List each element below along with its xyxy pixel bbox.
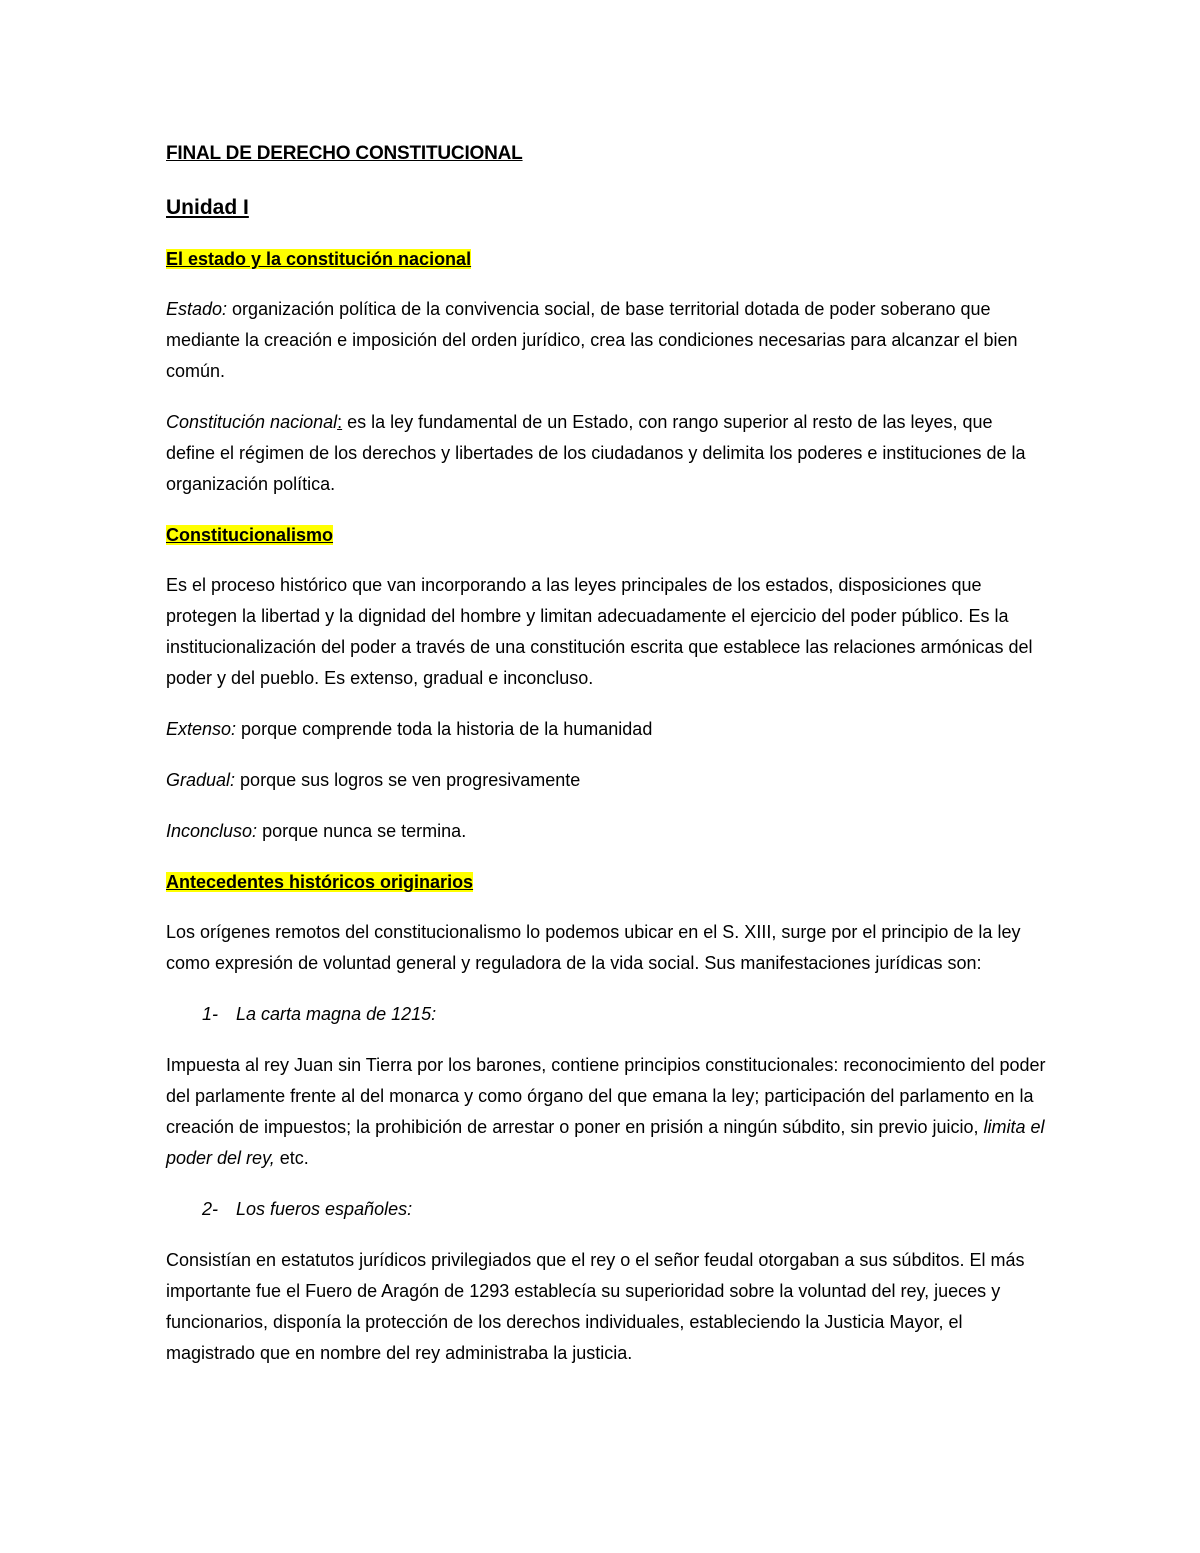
document-page: [166, 138, 1046, 1389]
definition-gradual: porque sus logros se ven progresivamente: [235, 770, 581, 790]
section-heading-estado-text: El estado y la constitución nacional: [166, 249, 472, 269]
section-heading-constitucionalismo: [166, 520, 1046, 551]
section-heading-estado: [166, 244, 1046, 275]
list-number-2: 2-: [202, 1199, 219, 1219]
paragraph-constitucionalismo: Es el proceso histórico que van incorporando a las leyes principales de los estados, disposiciones que protegen la libertad y la dignidad del hombre y limitan adecuadamente el ejercicio del poder público. Es la institucionalización del poder a través de una constitución escrita que establece las relaciones armónicas del poder y del pueblo. Es extenso, gradual e inconcluso.: [166, 575, 1033, 688]
carta-text-a: Impuesta al rey Juan sin Tierra por los barones, contiene principios constitucionales: reconocimiento del poder del parlamente frente al del monarca y como órgano del que emana la ley; participación del parlamento en la creación de impuestos; la prohibición de arrestar o poner en prisión a ningún súbdito, sin previo juicio,: [166, 1055, 1046, 1137]
section-heading-antecedentes: [166, 867, 1046, 898]
paragraph-inconcluso: [166, 816, 1046, 847]
term-inconcluso: Inconcluso:: [166, 821, 258, 841]
term-constitucion: Constitución nacional: [166, 412, 338, 432]
definition-constitucion: es la ley fundamental de un Estado, con rango superior al resto de las leyes, que define el régimen de los derechos y libertades de los ciudadanos y delimita los poderes e instituciones de la organización política.: [166, 412, 1026, 494]
list-number-1: 1-: [202, 1004, 219, 1024]
term-constitucion-colon: :: [337, 412, 343, 432]
paragraph-carta-magna: [166, 1050, 1046, 1174]
paragraph-antecedentes: Los orígenes remotos del constitucionalismo lo podemos ubicar en el S. XIII, surge por el principio de la ley como expresión de voluntad general y reguladora de la vida social. Sus manifestaciones jurídicas son:: [166, 922, 1021, 973]
unit-heading: Unidad I: [166, 196, 249, 219]
list-item-fueros: [166, 1194, 1046, 1225]
carta-text-italic: limita el poder del rey,: [166, 1117, 1045, 1168]
list-label-carta-magna: La carta magna de 1215:: [236, 1004, 437, 1024]
paragraph-fueros: Consistían en estatutos jurídicos privilegiados que el rey o el señor feudal otorgaban a sus súbditos. El más importante fue el Fuero de Aragón de 1293 establecía su superioridad sobre la voluntad del rey, jueces y funcionarios, disponía la protección de los derechos individuales, estableciendo la Justicia Mayor, el magistrado que en nombre del rey administraba la justicia.: [166, 1250, 1025, 1363]
definition-extenso: porque comprende toda la historia de la humanidad: [236, 719, 653, 739]
term-gradual: Gradual:: [166, 770, 236, 790]
term-extenso: Extenso:: [166, 719, 237, 739]
definition-inconcluso: porque nunca se termina.: [257, 821, 467, 841]
definition-estado: organización política de la convivencia social, de base territorial dotada de poder soberano que mediante la creación e imposición del orden jurídico, crea las condiciones necesarias para alcanzar el bien común.: [166, 299, 1018, 381]
carta-text-b: etc.: [274, 1148, 309, 1168]
list-item-carta-magna: [166, 999, 1046, 1030]
paragraph-estado: [166, 294, 1046, 387]
term-estado: Estado:: [166, 299, 228, 319]
paragraph-gradual: [166, 765, 1046, 796]
paragraph-constitucion: [166, 407, 1046, 500]
paragraph-extenso: [166, 714, 1046, 745]
document-title: FINAL DE DERECHO CONSTITUCIONAL: [166, 143, 523, 164]
list-label-fueros: Los fueros españoles:: [236, 1199, 413, 1219]
section-heading-antecedentes-text: Antecedentes históricos originarios: [166, 872, 474, 892]
section-heading-constitucionalismo-text: Constitucionalismo: [166, 525, 334, 545]
